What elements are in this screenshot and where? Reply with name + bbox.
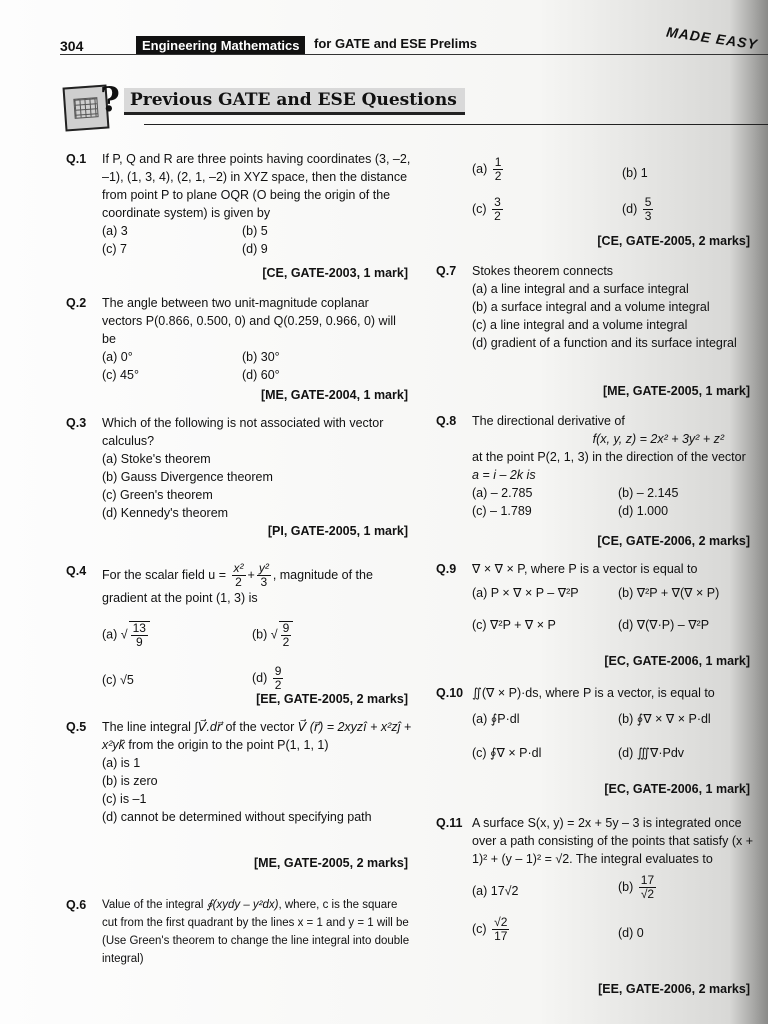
option-b: (b) $\frac{17}{√2}$ bbox=[618, 873, 655, 901]
page-number: 304 bbox=[60, 38, 84, 54]
question-number: Q.6 bbox=[66, 898, 87, 912]
option-a: (a) a line integral and a surface integral bbox=[472, 282, 689, 296]
function-equation: f(x, y, z) = 2x² + 3y² + z² bbox=[592, 432, 724, 446]
question-text: Stokes theorem connects bbox=[472, 264, 614, 278]
exam-source: [ME, GATE-2005, 2 marks] bbox=[254, 856, 408, 870]
option-d: (d) cannot be determined without specifying path bbox=[102, 810, 372, 824]
option-c: (c) – 1.789 bbox=[472, 504, 532, 518]
exam-source: [CE, GATE-2003, 1 mark] bbox=[262, 266, 408, 280]
question-text: A surface S(x, y) = 2x + 5y – 3 is integrated once over a path consisting of the points that satisfy (x + 1)² + (y – 1)² = √2. The integral evaluates to bbox=[472, 816, 754, 866]
section-divider bbox=[144, 124, 768, 125]
option-c: (c) ∮∇ × P·dl bbox=[472, 746, 542, 760]
closed-integral: ∮(xydy – y²dx) bbox=[206, 899, 279, 911]
option-d: (d) $\frac{5}{3}$ bbox=[622, 195, 652, 223]
publisher-logo: MADE EASY bbox=[665, 23, 759, 53]
fraction: $\frac{\text{y²}}{3}$ bbox=[258, 561, 269, 589]
option-a: (a) √ $\frac{13}{9}$ bbox=[102, 621, 152, 649]
question-text: ∬(∇ × P)·ds, where P is a vector, is equal to bbox=[472, 686, 715, 700]
line-integral: ∫V⃗.dr⃗ bbox=[194, 720, 222, 734]
question-number: Q.2 bbox=[66, 296, 87, 310]
question-number: Q.4 bbox=[66, 564, 87, 578]
question-text-cont: at the point P(2, 1, 3) in the direction of the vector bbox=[472, 450, 746, 464]
exam-source: [ME, GATE-2005, 1 mark] bbox=[602, 384, 750, 398]
option-d: (d) Kennedy's theorem bbox=[102, 506, 229, 520]
option-a: (a) ∮P·dl bbox=[472, 712, 520, 726]
book-subtitle: for GATE and ESE Prelims bbox=[314, 36, 478, 51]
question-text: The angle between two unit-magnitude coplanar vectors P(0.866, 0.500, 0) and Q(0.259, 0.966, 0) will be bbox=[102, 296, 396, 346]
option-c: (c) Green's theorem bbox=[102, 488, 213, 502]
question-text: For the scalar field u = bbox=[102, 567, 227, 582]
option-b: (b) ∇²P + ∇(∇ × P) bbox=[618, 586, 720, 600]
question-text-cont: , magnitude of the gradient at the point (1, 3) is bbox=[102, 567, 373, 605]
exam-source: [CE, GATE-2006, 2 marks] bbox=[597, 534, 750, 548]
question-number: Q.1 bbox=[66, 152, 87, 166]
option-b: (b) 1 bbox=[622, 166, 648, 180]
section-title: Previous GATE and ESE Questions bbox=[124, 88, 465, 115]
option-c: (c) 7 bbox=[102, 242, 127, 256]
vector-expression: V⃗ (r⃗) = 2xyzî + x²zĵ + x²yk̂ bbox=[102, 720, 412, 752]
question-number: Q.7 bbox=[436, 264, 457, 278]
option-b: (b) Gauss Divergence theorem bbox=[102, 470, 273, 484]
question-text: The line integral bbox=[102, 720, 191, 734]
option-b: (b) is zero bbox=[102, 774, 158, 788]
option-b: (b) ∮∇ × ∇ × P·dl bbox=[618, 712, 711, 726]
option-a: (a) – 2.785 bbox=[472, 486, 533, 500]
question-number: Q.11 bbox=[436, 816, 463, 830]
option-d: (d) 1.000 bbox=[618, 504, 669, 518]
option-c: (c) a line integral and a volume integral bbox=[472, 318, 688, 332]
section-heading bbox=[64, 80, 768, 132]
option-a: (a) 0° bbox=[102, 350, 133, 364]
option-d: (d) 9 bbox=[242, 242, 268, 256]
question-number: Q.5 bbox=[66, 720, 87, 734]
question-number: Q.3 bbox=[66, 416, 87, 430]
option-a: (a) 17√2 bbox=[472, 884, 519, 898]
option-d: (d) ∇(∇·P) – ∇²P bbox=[618, 618, 710, 632]
option-c: (c) is –1 bbox=[102, 792, 147, 806]
exam-source: [ME, GATE-2004, 1 mark] bbox=[260, 388, 408, 402]
option-d: (d) $\frac{9}{2}$ bbox=[252, 664, 282, 692]
exam-source: [EC, GATE-2006, 1 mark] bbox=[604, 782, 750, 796]
option-c: (c) ∇²P + ∇ × P bbox=[472, 618, 556, 632]
exam-source: [EC, GATE-2006, 1 mark] bbox=[604, 654, 750, 668]
option-d: (d) 0 bbox=[618, 926, 644, 940]
option-b: (b) √ $\frac{9}{2}$ bbox=[252, 621, 295, 649]
option-a: (a) is 1 bbox=[102, 756, 141, 770]
exam-source: [EE, GATE-2006, 2 marks] bbox=[598, 982, 750, 996]
option-d: (d) gradient of a function and its surface integral bbox=[472, 336, 737, 350]
exam-source: [EE, GATE-2005, 2 marks] bbox=[256, 692, 408, 706]
exam-source: [PI, GATE-2005, 1 mark] bbox=[267, 524, 408, 538]
book-page: 304 Engineering Mathematics for GATE and ESE Prelims MADE EASY ? Previous GATE and ESE Questions Q.1 If P, Q and R are three points having coordinates (3, –2, –1), (1, 3, 4), (2, 1, –2) in XYZ space, then the distance from point P to plane OQR (O being the origin of the coordinate system) is given by (a) 3 (b) 5 (c) 7 (d) 9 [CE, GATE-2003, 1 mark] Q.2 The angle between two unit-magnitude coplanar vectors P(0.866, 0.500, 0) and Q(0.259, 0.966, 0) will be (a) 0° (b) 30° (c) 45° (d) 60° [ME, GATE-2004, 1 mark] Q.3 Which of the following is not associated with vector calculus? (a) Stoke's theorem (b) Gauss Divergence theorem (c) Green's theorem (d) Kennedy's theorem [PI, GATE-2005, 1 mark] Q.4 For the scalar field u = $\frac{\text{x²}}{2}$ + $\frac{\text{y²}}{3}$ , magnitude of the gradient at the point (1, 3) is (a) √ $\frac{13}{9}$ (b) √ $\frac{9}{2}$ (c) √5 (d) $\frac{9}{2}$ [EE, GATE-2005, 2 marks] Q.5 The line integral ∫V⃗.dr⃗ of the vector V⃗ (r⃗) = 2xyzî + x²zĵ + x²yk̂ from the origin to the point P(1, 1, 1) (a) is 1 (b) is zero (c) is –1 (d) cannot be determined without specifying path [ME, GATE-2005, 2 marks] Q.6 Value of the integral ∮(xydy – y²dx), where, c is the square cut from the first quadrant by the lines x = 1 and y = 1 will be (Use Green's theorem to change the line integral into double integral) (a) $\frac{1}{2}$ (b) 1 (c) $\frac{3}{2}$ (d) $\frac{5}{3}$ [CE, GATE-2005, 2 marks] Q.7 Stokes theorem connects (a) a line integral and a surface integral (b) a surface integral and a volume integral (c) a line integral and a volume integral (d) gradient of a function and its surface integral [ME, GATE-2005, 1 mark] Q.8 The directional derivative of f(x, y, z) = 2x² + 3y² + z² at the point P(2, 1, 3) in the direction of the vector a = i – 2k is (a) – 2.785 (b) – 2.145 (c) – 1.789 (d) 1.000 [CE, GATE-2006, 2 marks] Q.9 ∇ × ∇ × P, where P is a vector is equal to (a) P × ∇ × P – ∇²P (b) ∇²P + ∇(∇ × P) (c) ∇²P + ∇ × P (d) ∇(∇·P) – ∇²P [EC, GATE-2006, 1 mark] Q.10 ∬(∇ × P)·ds, where P is a vector, is equal to (a) ∮P·dl (b) ∮∇ × ∇ × P·dl (c) ∮∇ × P·dl (d) ∭∇·Pdv [EC, GATE-2006, 1 mark] Q.11 A surface S(x, y) = 2x + 5y – 3 is integrated once over a path consisting of the points that satisfy (x + 1)² + (y – 1)² = √2. The integral evaluates to (a) 17√2 (b) $\frac{17}{√2}$ (c) $\frac{√2}{17}$ (d) 0 [EE, GATE-2006, 2 marks] bbox=[0, 0, 768, 1024]
exam-source: [CE, GATE-2005, 2 marks] bbox=[597, 234, 750, 248]
question-text: The directional derivative of bbox=[472, 414, 625, 428]
option-a: (a) P × ∇ × P – ∇²P bbox=[472, 586, 579, 600]
option-b: (b) 5 bbox=[242, 224, 268, 238]
option-d: (d) ∭∇·Pdv bbox=[618, 746, 685, 760]
question-text: If P, Q and R are three points having coordinates (3, –2, –1), (1, 3, 4), (2, 1, –2) in XYZ space, then the distance from point P to plane OQR (O being the origin of the coordinate system) is given by bbox=[102, 152, 411, 220]
option-c: (c) $\frac{3}{2}$ bbox=[472, 195, 501, 223]
question-text: ∇ × ∇ × P, where P is a vector is equal to bbox=[472, 562, 698, 576]
header-divider bbox=[60, 54, 768, 55]
book-title: Engineering Mathematics bbox=[136, 36, 305, 55]
question-number: Q.10 bbox=[436, 686, 464, 700]
question-number: Q.9 bbox=[436, 562, 457, 576]
option-c: (c) √5 bbox=[102, 673, 134, 687]
fraction: $\frac{\text{x²}}{2}$ bbox=[233, 561, 244, 589]
question-text: Value of the integral bbox=[102, 899, 204, 911]
question-number: Q.8 bbox=[436, 414, 457, 428]
option-b: (b) a surface integral and a volume integral bbox=[472, 300, 710, 314]
option-a: (a) 3 bbox=[102, 224, 128, 238]
option-b: (b) – 2.145 bbox=[618, 486, 679, 500]
direction-vector: a = i – 2k is bbox=[472, 468, 536, 482]
option-c: (c) 45° bbox=[102, 368, 139, 382]
option-b: (b) 30° bbox=[242, 350, 280, 364]
question-6-options bbox=[436, 150, 754, 246]
question-text: Which of the following is not associated with vector calculus? bbox=[102, 416, 384, 448]
option-c: (c) $\frac{√2}{17}$ bbox=[472, 915, 508, 943]
option-a: (a) $\frac{1}{2}$ bbox=[472, 155, 502, 183]
question-mark-icon: ? bbox=[100, 80, 120, 120]
option-a: (a) Stoke's theorem bbox=[102, 452, 211, 466]
option-d: (d) 60° bbox=[242, 368, 280, 382]
